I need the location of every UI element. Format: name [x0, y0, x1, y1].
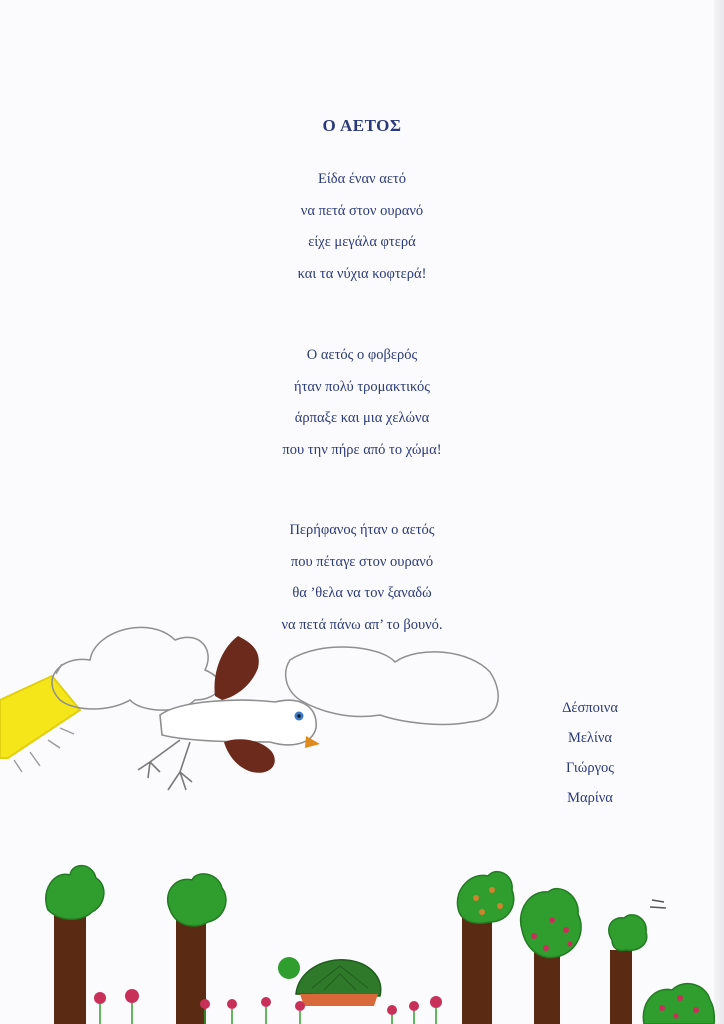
- poem-line: είχε μεγάλα φτερά: [308, 234, 416, 250]
- poem-line: θα ’θελα να τον ξαναδώ: [292, 585, 432, 601]
- author-name: Μαρίνα: [567, 790, 613, 806]
- poem-line: να πετά στον ουρανό: [300, 202, 424, 219]
- tree-drawing: [609, 915, 647, 1024]
- tree-drawing: [643, 984, 714, 1024]
- poem-line: που πέταγε στον ουρανό: [290, 553, 434, 570]
- poem-line: Είδα έναν αετό: [318, 171, 406, 187]
- tree-drawing: [521, 889, 582, 1024]
- poem-line: Ο αετός ο φοβερός: [306, 347, 418, 363]
- poem-title: Ο ΑΕΤΟΣ: [322, 116, 402, 135]
- turtle-drawing: [278, 957, 381, 1006]
- author-name: Γιώργος: [566, 760, 614, 776]
- eagle-drawing: [52, 627, 498, 790]
- poem-line: που την πήρε από το χώμα!: [282, 441, 442, 458]
- flower-drawing: [94, 989, 442, 1015]
- poem-line: να πετά πάνω απ’ το βουνό.: [281, 616, 443, 633]
- tree-drawing: [168, 874, 226, 1024]
- poem-line: Περήφανος ήταν ο αετός: [289, 522, 435, 538]
- sun-drawing: [0, 664, 80, 772]
- author-name: Δέσποινα: [562, 700, 618, 716]
- poem-line: και τα νύχια κοφτερά!: [297, 265, 427, 282]
- poem-line: άρπαξε και μια χελώνα: [294, 410, 430, 426]
- author-name: Μελίνα: [567, 730, 613, 746]
- tree-drawing: [457, 872, 513, 1024]
- poem-line: ήταν πολύ τρομακτικός: [293, 378, 431, 395]
